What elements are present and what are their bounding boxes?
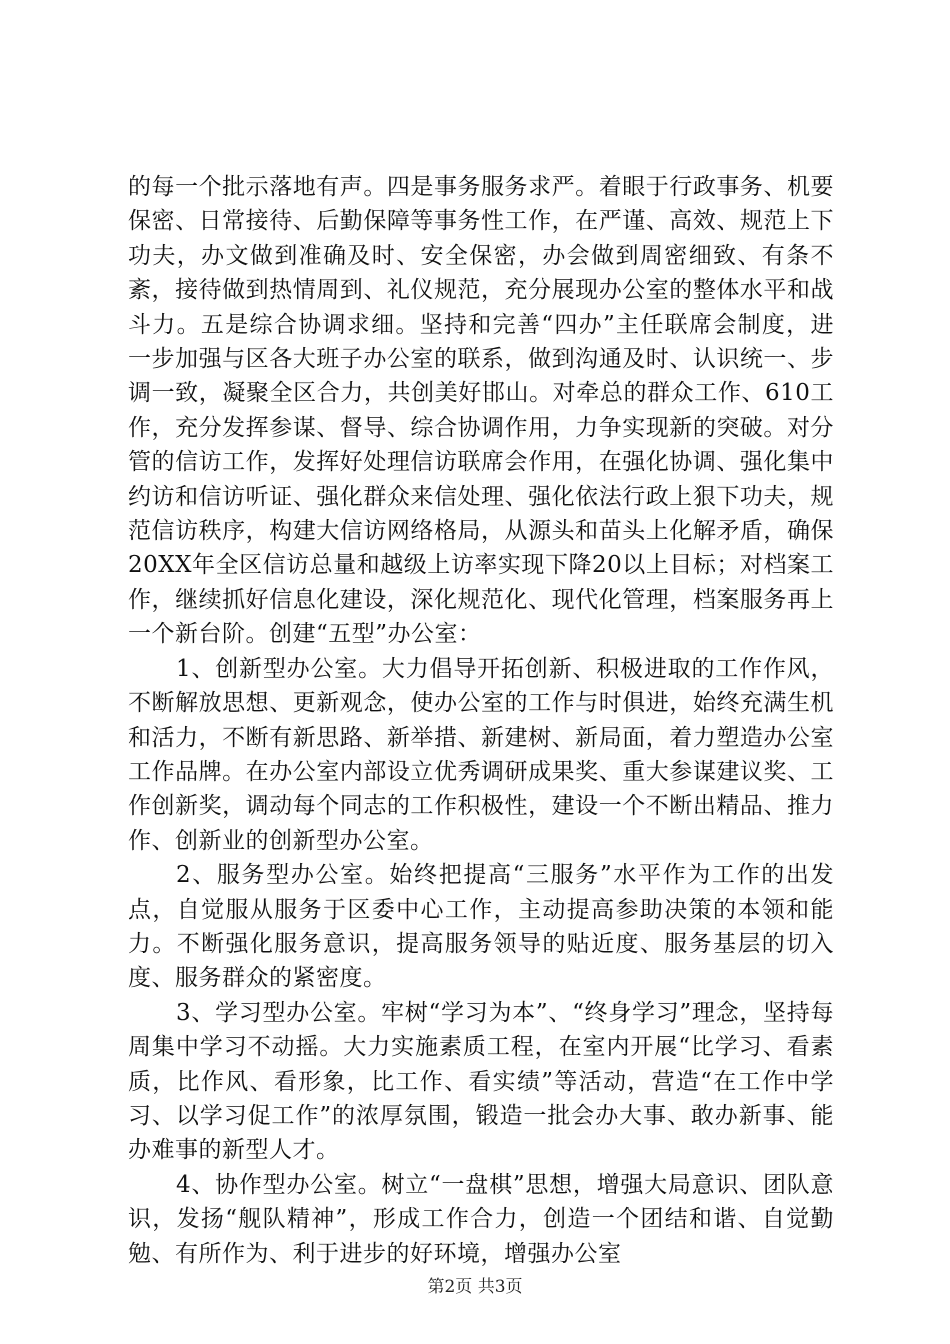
paragraph-1: 的每一个批示落地有声。四是事务服务求严。着眼于行政事务、机要保密、日常接待、后勤保障等事务性工作，在严谨、高效、规范上下功夫，办文做到准确及时、安全保密，办会做到周密细致、有条不紊，接待做到热情周到、礼仪规范，充分展现办公室的整体水平和战斗力。五是综合协调求细。坚持和完善“四办”主任联席会制度，进一步加强与区各大班子办公室的联系，做到沟通及时、认识统一、步调一致，凝聚全区合力，共创美好邯山。对牵总的群众工作、610工作，充分发挥参谋、督导、综合协调作用，力争实现新的突破。对分管的信访工作，发挥好处理信访联席会作用，在强化协调、强化集中约访和信访听证、强化群众来信处理、强化依法行政上狠下功夫，规范信访秩序，构建大信访网络格局，从源头和苗头上化解矛盾，确保20XX年全区信访总量和越级上访率实现下降20以上目标；对档案工作，继续抓好信息化建设，深化规范化、现代化管理，档案服务再上一个新台阶。创建“五型”办公室：: [128, 174, 834, 648]
paragraph-5: 4、协作型办公室。树立“一盘棋”思想，增强大局意识、团队意识，发扬“舰队精神”，形成工作合力，创造一个团结和谐、自觉勤勉、有所作为、利于进步的好环境，增强办公室: [128, 1171, 834, 1267]
page-number-footer: 第2页 共3页: [427, 1277, 523, 1297]
paragraph-3: 2、服务型办公室。始终把提高“三服务”水平作为工作的出发点，自觉服从服务于区委中心工作，主动提高参助决策的本领和能力。不断强化服务意识，提高服务领导的贴近度、服务基层的切入度、服务群众的紧密度。: [128, 862, 834, 992]
paragraph-4: 3、学习型办公室。牢树“学习为本”、“终身学习”理念，坚持每周集中学习不动摇。大力实施素质工程，在室内开展“比学习、看素质，比作风、看形象，比工作、看实绩”等活动，营造“在工作中学习、以学习促工作”的浓厚氛围，锻造一批会办大事、敢办新事、能办难事的新型人才。: [128, 999, 834, 1164]
document-body: [128, 170, 834, 1271]
paragraph-2: 1、创新型办公室。大力倡导开拓创新、积极进取的工作作风，不断解放思想、更新观念，使办公室的工作与时俱进，始终充满生机和活力，不断有新思路、新举措、新建树、新局面，着力塑造办公室工作品牌。在办公室内部设立优秀调研成果奖、重大参谋建议奖、工作创新奖，调动每个同志的工作积极性，建设一个不断出精品、推力作、创新业的创新型办公室。: [128, 655, 834, 854]
